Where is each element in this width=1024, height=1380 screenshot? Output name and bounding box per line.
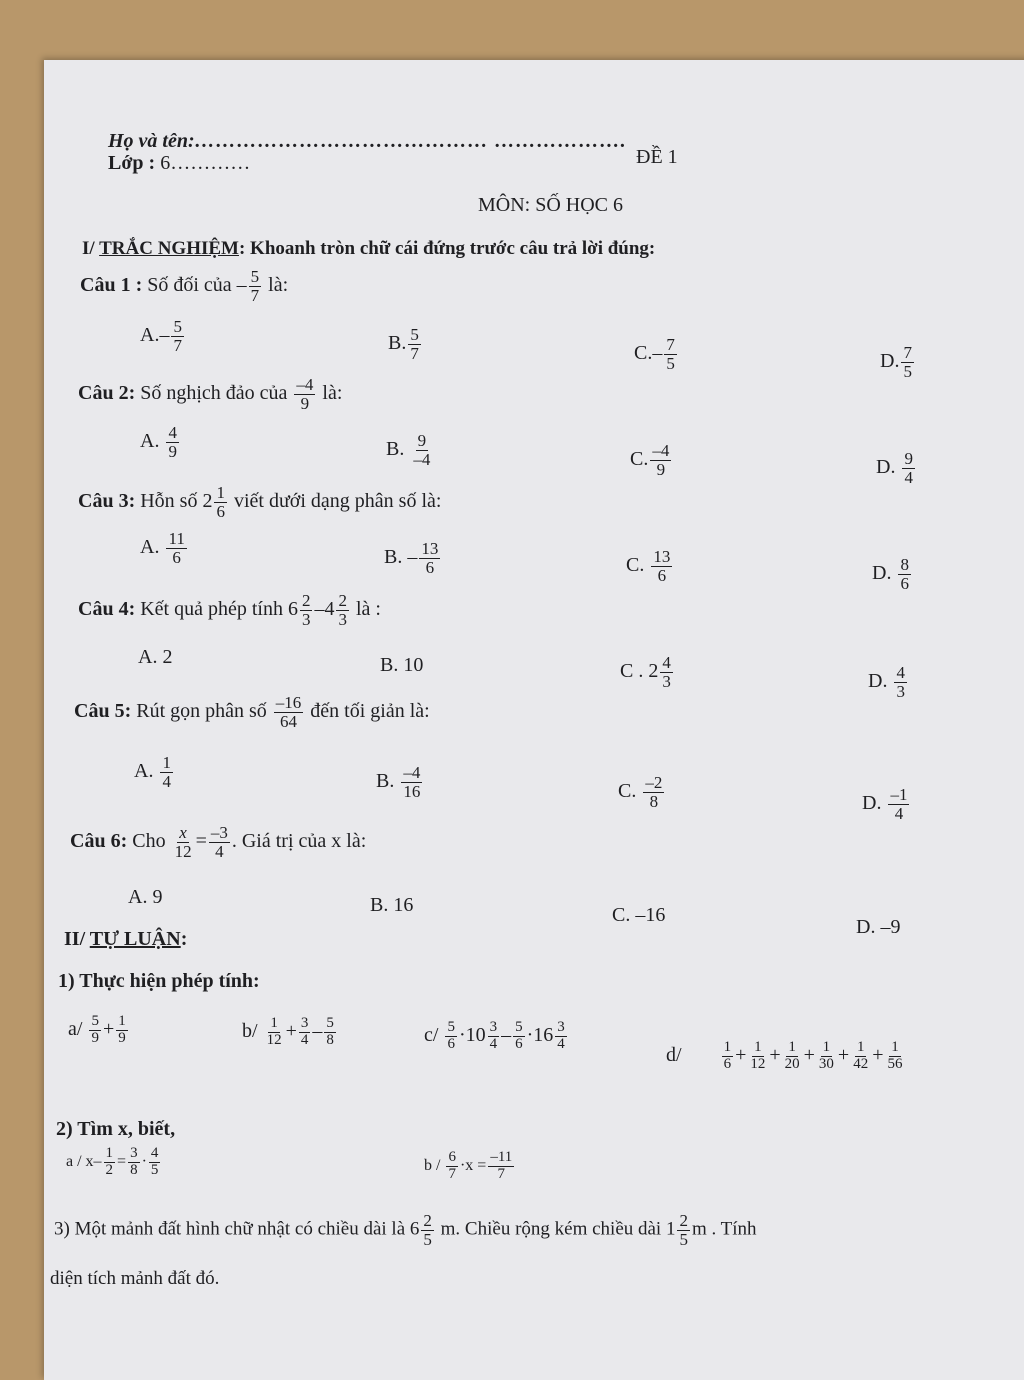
class-label: Lớp : [108,152,156,174]
s1-item-a: a/ $\frac{5}{9}$ + $\frac{1}{9}$ [68,1013,126,1046]
exam-code: ĐỀ 1 [636,146,678,168]
fraction: $\frac{-4}{16}$ [403,763,421,801]
part1-title: TRẮC NGHIỆM [99,238,239,259]
q1-option-b[interactable]: B. $\frac{5}{7}$ [388,325,419,363]
question-2: Câu 2: Số nghịch đảo của $\frac{-4}{9}$ là: [78,375,343,413]
part1-heading [82,238,655,260]
q2-option-d[interactable]: D. $\frac{9}{4}$ [876,449,913,487]
fraction: $\frac{13}{6}$ [421,539,439,577]
q6-option-b[interactable]: B. 16 [370,894,414,916]
fraction: $\frac{1}{6}$ [723,1039,732,1072]
fraction: $\frac{5}{9}$ [91,1013,99,1046]
fraction: $\frac{1}{4}$ [162,753,171,791]
fraction: $\frac{4}{9}$ [168,423,177,461]
fraction: $\frac{4}{5}$ [150,1145,159,1178]
fraction: $\frac{1}{20}$ [784,1039,800,1072]
question-6: Câu 6: Cho $\frac{x}{12}$ = $\frac{-3}{4}$ . Giá trị của x là: [70,823,367,861]
q5-option-b[interactable]: B. $\frac{-4}{16}$ [376,763,421,801]
fraction: $\frac{3}{4}$ [300,1015,309,1048]
fraction: $\frac{1}{12}$ [750,1039,766,1072]
q3-option-c[interactable]: C. $\frac{13}{6}$ [626,547,671,585]
fraction: $\frac{4}{3}$ [662,653,671,691]
section2-title: 2) Tìm x, biết, [56,1118,176,1140]
fraction: $\frac{1}{30}$ [818,1039,834,1072]
fraction: $\frac{-4}{9}$ [652,441,670,479]
q6-option-a[interactable]: A. 9 [128,886,163,908]
name-line [108,130,627,153]
fraction: $\frac{5}{6}$ [515,1019,523,1052]
q1-option-a[interactable]: A.– $\frac{5}{7}$ [140,317,182,355]
part1-num: I/ [82,238,95,259]
q4-option-a[interactable]: A. 2 [138,646,173,668]
fraction: $\frac{8}{6}$ [900,555,909,593]
fraction: $\frac{5}{6}$ [447,1019,455,1052]
q1-option-d[interactable]: D. $\frac{7}{5}$ [880,343,912,381]
fraction: $\frac{1}{12}$ [266,1015,282,1048]
name-dots: …………………………………… ………………. [194,130,627,152]
q5-option-a[interactable]: A. $\frac{1}{4}$ [134,753,171,791]
fraction: $\frac{9}{-4}$ [413,431,431,469]
fraction: $\frac{x}{12}$ [174,823,192,861]
fraction: $\frac{1}{56}$ [887,1039,903,1072]
q2-option-c[interactable]: C. $\frac{-4}{9}$ [630,441,670,479]
fraction: $\frac{2}{3}$ [301,591,311,629]
fraction: $\frac{-3}{4}$ [210,823,228,861]
q3-option-a[interactable]: A. $\frac{11}{6}$ [140,529,185,567]
fraction: $\frac{11}{6}$ [168,529,185,567]
part1-instruction: : Khoanh tròn chữ cái đứng trước câu trả lời đúng: [238,238,656,259]
question-4: Câu 4: Kết quả phép tính 6 $\frac{2}{3}$ –4 $\frac{2}{3}$ là : [78,591,381,629]
q6-option-d[interactable]: D. –9 [856,916,901,938]
s1-item-b: b/ $\frac{1}{12}$ + $\frac{3}{4}$ – $\frac{5}{8}$ [242,1015,334,1048]
q5-option-d[interactable]: D. $\frac{-1}{4}$ [862,785,908,823]
q2-option-a[interactable]: A. $\frac{4}{9}$ [140,423,177,461]
class-value: 6………… [160,152,251,174]
fraction: $\frac{13}{6}$ [653,547,671,585]
section1-title: 1) Thực hiện phép tính: [58,970,260,992]
fraction: $\frac{1}{42}$ [853,1039,869,1072]
fraction: $\frac{-11}{7}$ [490,1149,513,1182]
fraction: $\frac{3}{8}$ [130,1145,138,1178]
fraction: $\frac{5}{7}$ [173,317,182,355]
fraction: $\frac{1}{9}$ [118,1013,126,1046]
fraction: $\frac{5}{7}$ [250,267,260,305]
fraction: $\frac{-4}{9}$ [296,375,314,413]
fraction: $\frac{7}{5}$ [903,343,912,381]
fraction: $\frac{4}{3}$ [896,663,905,701]
fraction: $\frac{3}{4}$ [489,1019,498,1052]
fraction: $\frac{2}{3}$ [338,591,347,629]
q1-option-c[interactable]: C.– $\frac{7}{5}$ [634,335,675,373]
s1-item-c: c/ $\frac{5}{6}$ ·10 $\frac{3}{4}$ – $\frac{5}{6}$ ·16 $\frac{3}{4}$ [424,1019,565,1052]
fraction: $\frac{2}{5}$ [679,1211,688,1249]
fraction: $\frac{-2}{8}$ [645,773,663,811]
q5-option-c[interactable]: C. $\frac{-2}{8}$ [618,773,663,811]
question-5: Câu 5: Rút gọn phân số $\frac{-16}{64}$ đến tối giản là: [74,693,430,731]
fraction: $\frac{1}{2}$ [105,1145,114,1178]
q4-option-c[interactable]: C . 2 $\frac{4}{3}$ [620,653,671,691]
s2-item-b: b / $\frac{6}{7}$ ·x = $\frac{-11}{7}$ [424,1149,513,1182]
s1-item-d: d/ $\frac{1}{6}$ + $\frac{1}{12}$ + $\frac{1}{20}$ + $\frac{1}{30}$ + $\frac{1}{42}$ + $\frac{1}{56}$ [666,1039,903,1072]
class-line [108,152,250,175]
fraction: $\frac{9}{4}$ [904,449,913,487]
q3-option-b[interactable]: B. – $\frac{13}{6}$ [384,539,439,577]
fraction: $\frac{2}{5}$ [423,1211,432,1249]
fraction: $\frac{-16}{64}$ [275,693,302,731]
fraction: $\frac{1}{6}$ [216,483,225,521]
question-3: Câu 3: Hỗn số 2 $\frac{1}{6}$ viết dưới dạng phân số là: [78,483,442,521]
s2-item-a: a / x– $\frac{1}{2}$ = $\frac{3}{8}$ · $\frac{4}{5}$ [66,1145,159,1178]
section3-line2: diện tích mảnh đất đó. [50,1268,220,1289]
fraction: $\frac{5}{7}$ [410,325,419,363]
fraction: $\frac{5}{8}$ [326,1015,334,1048]
q3-option-d[interactable]: D. $\frac{8}{6}$ [872,555,909,593]
q2-option-b[interactable]: B. $\frac{9}{-4}$ [386,431,431,469]
fraction: $\frac{-1}{4}$ [890,785,908,823]
q6-option-c[interactable]: C. –16 [612,904,666,926]
fraction: $\frac{7}{5}$ [666,335,675,373]
q4-option-d[interactable]: D. $\frac{4}{3}$ [868,663,905,701]
part2-heading: II/ TỰ LUẬN: [64,928,188,950]
fraction: $\frac{6}{7}$ [448,1149,456,1182]
q4-option-b[interactable]: B. 10 [380,654,424,676]
section3-problem: 3) Một mảnh đất hình chữ nhật có chiều dài là 6 $\frac{2}{5}$ m. Chiều rộng kém chiều dài 1 $\frac{2}{5}$ m . Tính [54,1211,757,1249]
name-label: Họ và tên: [108,130,195,152]
fraction: $\frac{3}{4}$ [557,1019,565,1052]
question-1: Câu 1 : Số đối của – $\frac{5}{7}$ là: [80,267,289,305]
subject-title: MÔN: SỐ HỌC 6 [478,194,624,216]
